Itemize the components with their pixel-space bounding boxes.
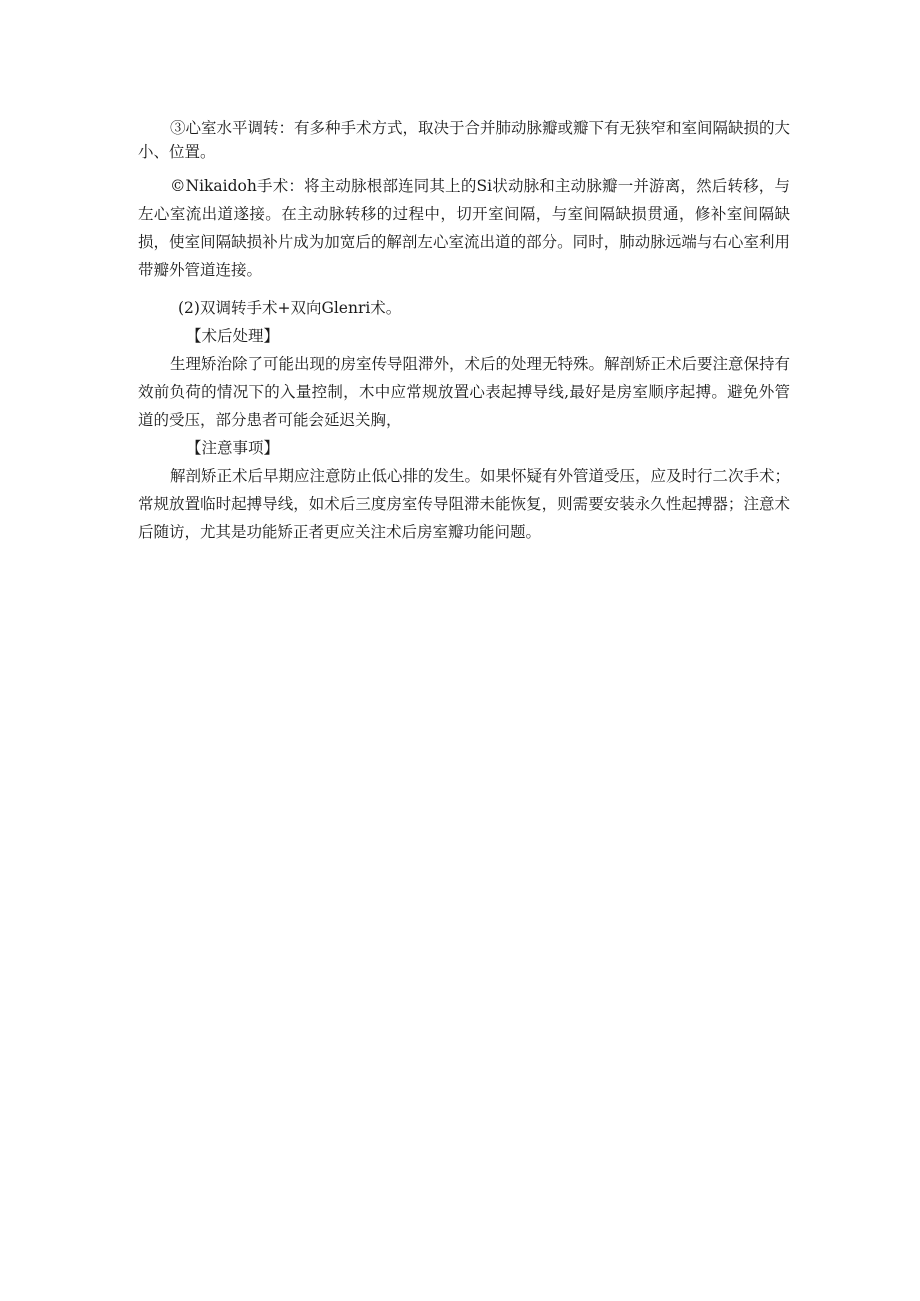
paragraph-nikaidoh-procedure: ©Nikaidoh手术：将主动脉根部连同其上的Si状动脉和主动脉瓣一并游离，然后转移，与左心室流出道遂接。在主动脉转移的过程中，切开室间隔，与室间隔缺损贯通，修补室间隔缺损，使室间隔缺损补片成为加宽后的解剖左心室流出道的部分。同时，肺动脉远端与右心室利用带瓣外管道连接。	[138, 177, 790, 279]
paragraph-ventricular-switch: ③心室水平调转：有多种手术方式，取决于合并肺动脉瓣或瓣下有无狭窄和室间隔缺损的大小、位置。	[138, 119, 791, 161]
document-page	[138, 116, 790, 546]
paragraph-postoperative-care: 生理矫治除了可能出现的房室传导阻滞外，术后的处理无特殊。解剖矫正术后要注意保持有效前负荷的情况下的入量控制，木中应常规放置心表起搏导线,最好是房室顺序起搏。避免外管道的受压，部分患者可能会延迟关胸，	[138, 355, 791, 429]
section-heading-postoperative-care: 【术后处理】	[186, 327, 280, 345]
paragraph-double-switch: (2)双调转手术+双向Glenri术。	[178, 299, 402, 317]
paragraph-precautions: 解剖矫正术后早期应注意防止低心排的发生。如果怀疑有外管道受压，应及时行二次手术；常规放置临时起搏导线，如术后三度房室传导阻滞未能恢复，则需要安装永久性起搏器；注意术后随访，尤其是功能矫正者更应关注术后房室瓣功能问题。	[138, 467, 791, 541]
section-heading-precautions: 【注意事项】	[186, 439, 280, 457]
